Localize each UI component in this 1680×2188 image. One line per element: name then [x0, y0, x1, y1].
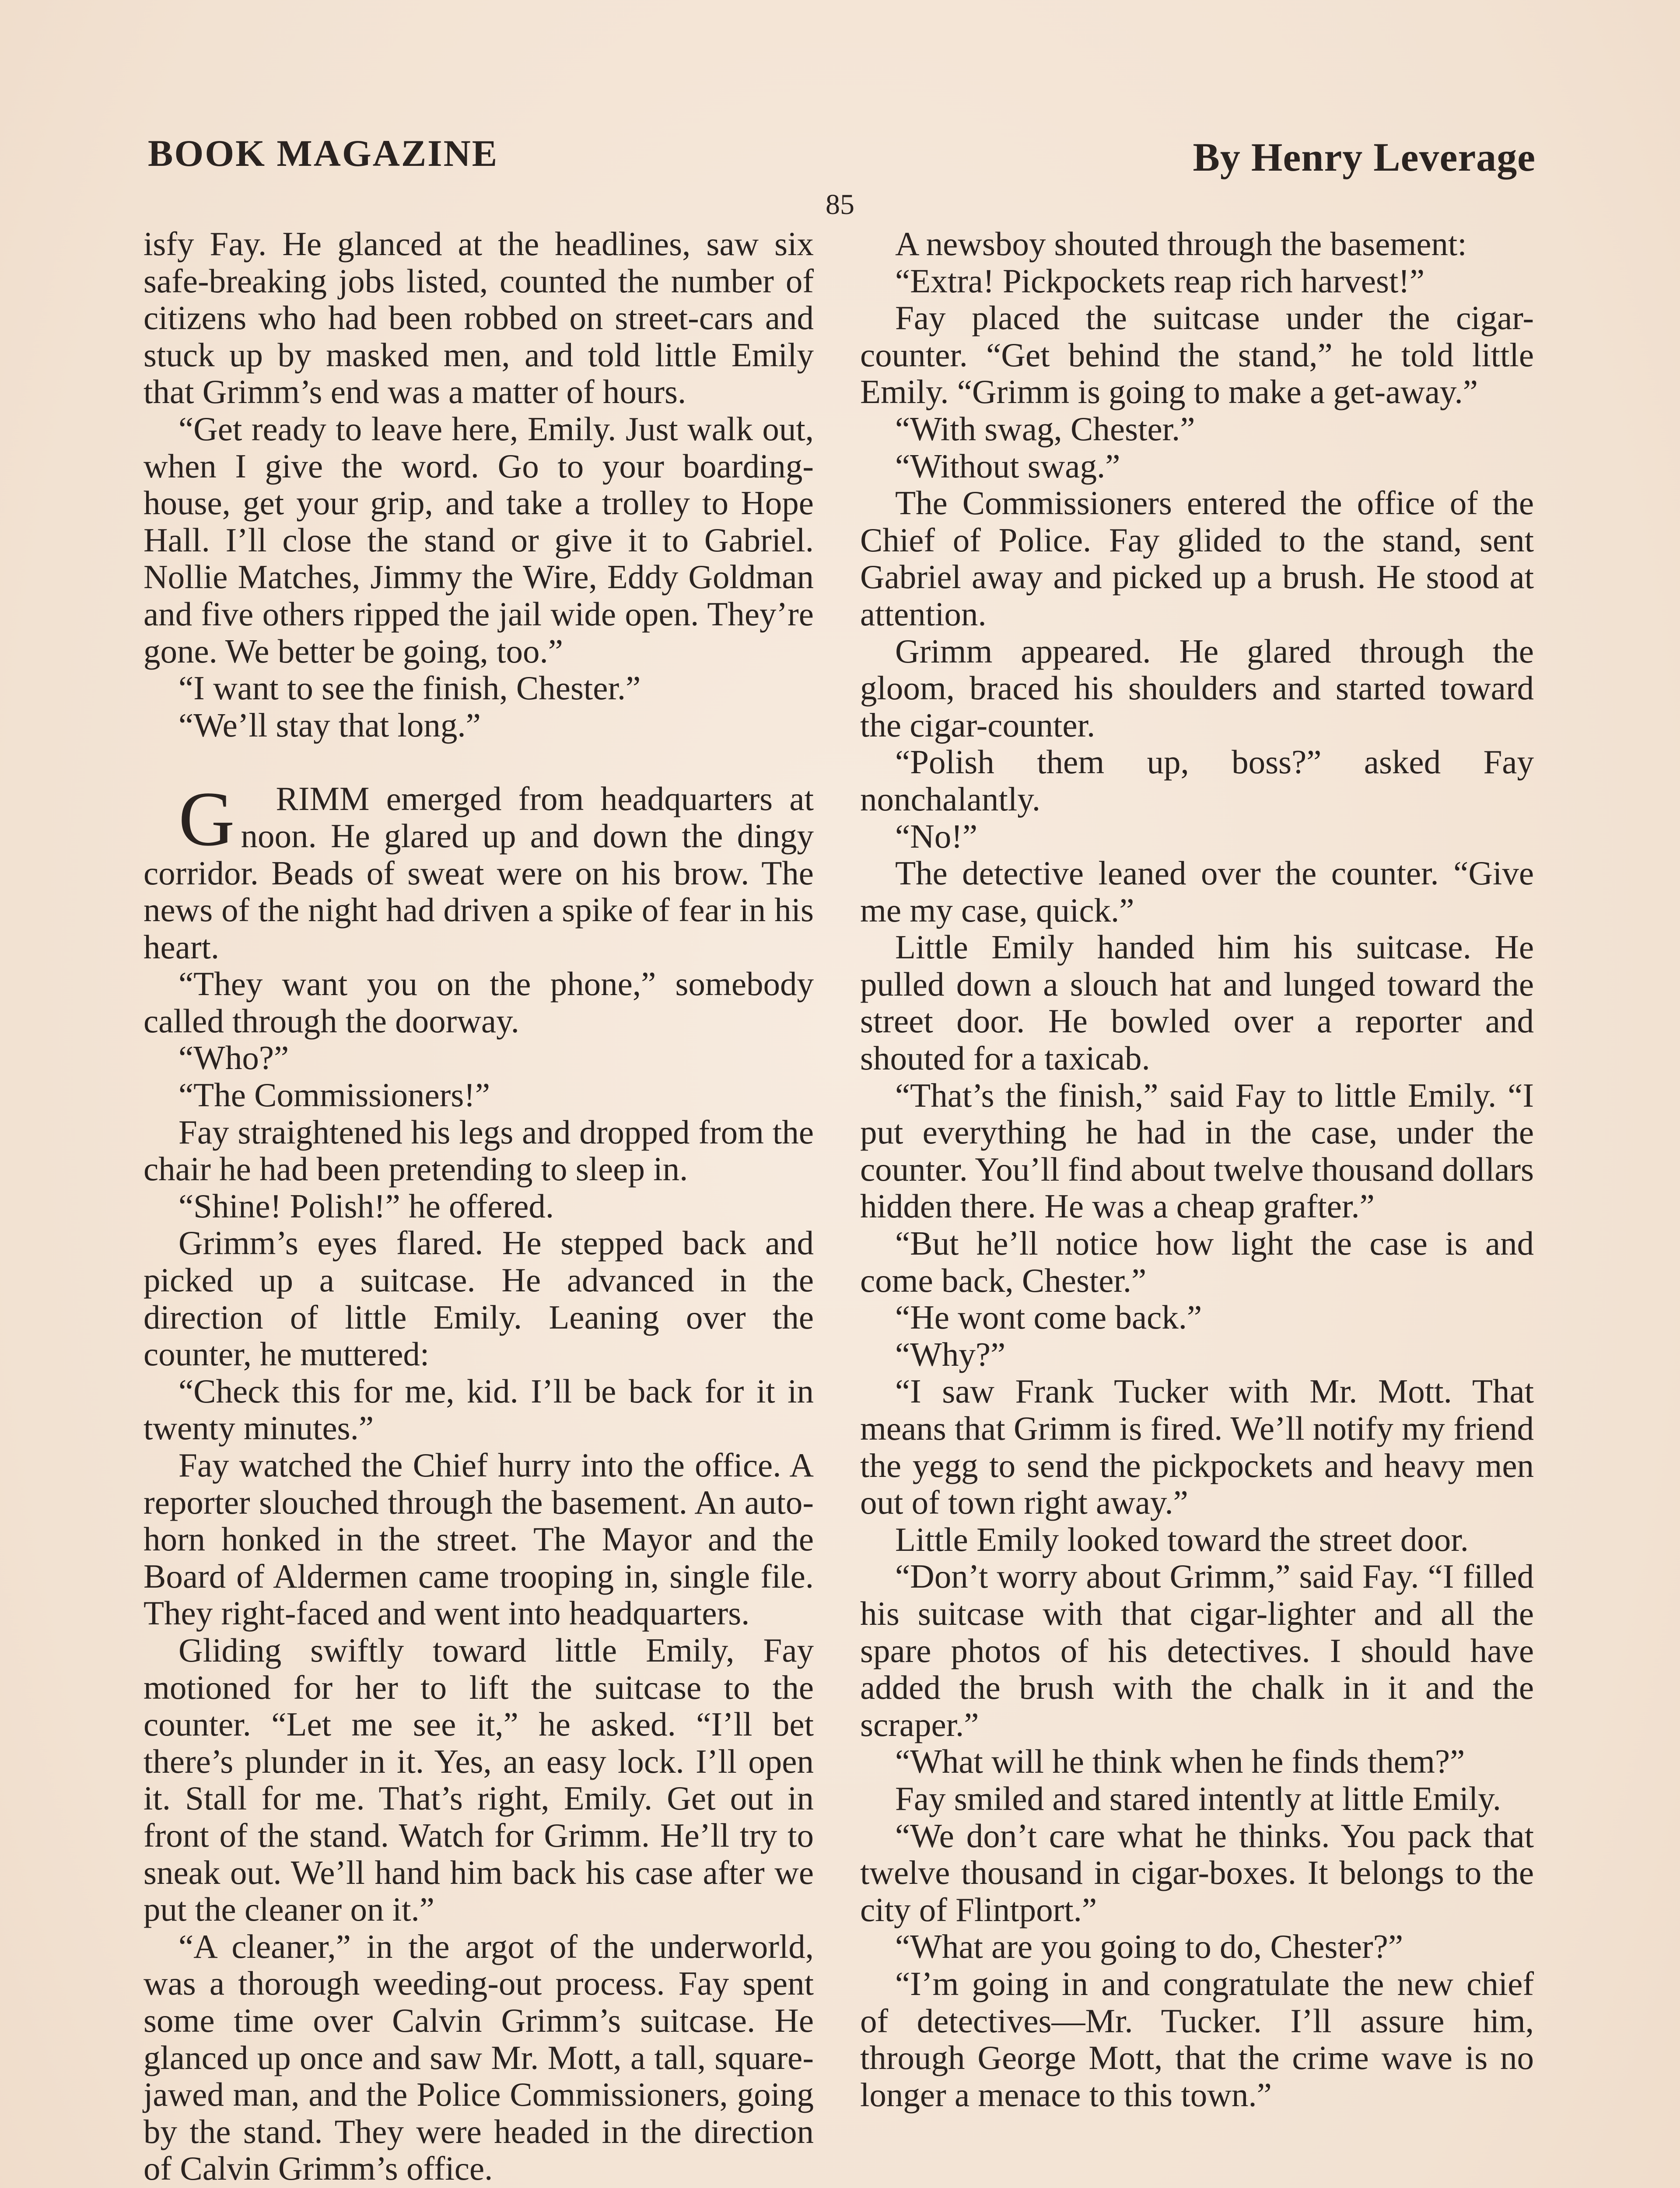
paragraph: Fay placed the suitcase under the cigar-counter. “Get behind the stand,” he told little Emily. “Grimm is going to make a get-away.”	[860, 299, 1534, 411]
section-opening-text: RIMM emerged from headquarters at noon. He glared up and down the dingy corridor. Beads of sweat were on his brow. The news of the night had driven a spike of fear in his heart.	[144, 780, 814, 966]
paragraph: “But he’ll notice how light the case is and come back, Chester.”	[860, 1224, 1534, 1299]
paragraph: Fay straightened his legs and dropped from the chair he had been pretending to sleep in.	[144, 1113, 814, 1188]
paragraph: “We’ll stay that long.”	[178, 706, 481, 744]
paragraph: “With swag, Chester.”	[895, 410, 1195, 448]
paragraph: “Check this for me, kid. I’ll be back for it in twenty minutes.”	[144, 1372, 814, 1447]
paragraph: “Don’t worry about Grimm,” said Fay. “I filled his suitcase with that cigar-lighter and all the spare photos of his detectives. I should have added the brush with the chalk in it and the scraper.”	[860, 1557, 1534, 1743]
paragraph: “They want you on the phone,” somebody called through the doorway.	[144, 965, 814, 1040]
paragraph: “That’s the finish,” said Fay to little Emily. “I put everything he had in the case, under the counter. You’ll find about twelve thousand dollars hidden there. He was a cheap grafter.”	[860, 1076, 1534, 1225]
paragraph: Gliding swiftly toward little Emily, Fay motioned for her to lift the suitcase to the counter. “Let me see it,” he asked. “I’ll bet there’s plunder in it. Yes, an easy lock. I’ll open it. Stall for me. That’s right, Emily. Get out in front of the stand. Watch for Grimm. He’ll try to sneak out. We’ll hand him back his case after we put the cleaner on it.”	[144, 1631, 814, 1929]
paragraph: “I’m going in and congratulate the new chief of detectives—Mr. Tucker. I’ll assure him, through George Mott, that the crime wave is no longer a menace to this town.”	[860, 1964, 1534, 2114]
paragraph: “What will he think when he finds them?”	[895, 1743, 1465, 1781]
paragraph: The Commissioners entered the office of the Chief of Police. Fay glided to the stand, sent Gabriel away and picked up a brush. He stood at attention.	[860, 484, 1534, 633]
paragraph: A newsboy shouted through the basement:	[895, 225, 1467, 263]
paragraph: “I saw Frank Tucker with Mr. Mott. That means that Grimm is fired. We’ll notify my friend the yegg to send the pickpockets and heavy men out of town right away.”	[860, 1372, 1534, 1522]
paragraph: Fay watched the Chief hurry into the office. A reporter slouched through the basement. An auto-horn honked in the street. The Mayor and the Board of Aldermen came trooping in, single file. They right-faced and went into headquarters.	[144, 1446, 814, 1632]
paragraph: “The Commissioners!”	[178, 1076, 490, 1114]
author-byline: By Henry Leverage	[1193, 135, 1536, 179]
magazine-title: BOOK MAGAZINE	[148, 132, 499, 174]
paragraph: “No!”	[895, 817, 978, 855]
paragraph: “Polish them up, boss?” asked Fay nonchalantly.	[860, 743, 1534, 818]
drop-cap: G	[178, 775, 235, 863]
section-break	[144, 743, 814, 780]
paragraph: “Without swag.”	[895, 447, 1120, 485]
paragraph: “We don’t care what he thinks. You pack that twelve thousand in cigar-boxes. It belongs to the city of Flintport.”	[860, 1816, 1534, 1929]
paragraph: “Why?”	[895, 1335, 1006, 1373]
paragraph: The detective leaned over the counter. “Give me my case, quick.”	[860, 854, 1534, 929]
paragraph: “Who?”	[178, 1039, 289, 1077]
paragraph: isfy Fay. He glanced at the headlines, saw six safe-breaking jobs listed, counted the number of citizens who had been robbed on street-cars and stuck up by masked men, and told little Emily that Grimm’s end was a matter of hours.	[144, 225, 814, 411]
left-column	[144, 225, 814, 2187]
paragraph: “He wont come back.”	[895, 1298, 1202, 1336]
page-number: 85	[826, 189, 854, 221]
paragraph: “A cleaner,” in the argot of the underworld, was a thorough weeding-out process. Fay spent some time over Calvin Grimm’s suitcase. He glanced up once and saw Mr. Mott, a tall, square-jawed man, and the Police Commissioners, going by the stand. They were headed in the direction of Calvin Grimm’s office.	[144, 1927, 814, 2188]
paragraph: Little Emily handed him his suitcase. He pulled down a slouch hat and lunged toward the street door. He bowled over a reporter and shouted for a taxicab.	[860, 928, 1534, 1077]
paragraph: Little Emily looked toward the street door.	[895, 1520, 1469, 1558]
paragraph: “Get ready to leave here, Emily. Just walk out, when I give the word. Go to your boarding-house, get your grip, and take a trolley to Hope Hall. I’ll close the stand or give it to Gabriel. Nollie Matches, Jimmy the Wire, Eddy Goldman and five others ripped the jail wide open. They’re gone. We better be going, too.”	[144, 410, 814, 670]
paragraph: “Shine! Polish!” he offered.	[178, 1187, 554, 1225]
paragraph: Fay smiled and stared intently at little Emily.	[895, 1779, 1502, 1817]
paragraph: “I want to see the finish, Chester.”	[178, 669, 641, 707]
paragraph: “Extra! Pickpockets reap rich harvest!”	[895, 262, 1425, 300]
paragraph: Grimm’s eyes flared. He stepped back and picked up a suitcase. He advanced in the direction of little Emily. Leaning over the counter, he muttered:	[144, 1224, 814, 1373]
paragraph: Grimm appeared. He glared through the gloom, braced his shoulders and started toward the cigar-counter.	[860, 632, 1534, 744]
paragraph: “What are you going to do, Chester?”	[895, 1928, 1404, 1966]
right-column	[860, 225, 1534, 2113]
section-opening-paragraph	[144, 775, 814, 966]
